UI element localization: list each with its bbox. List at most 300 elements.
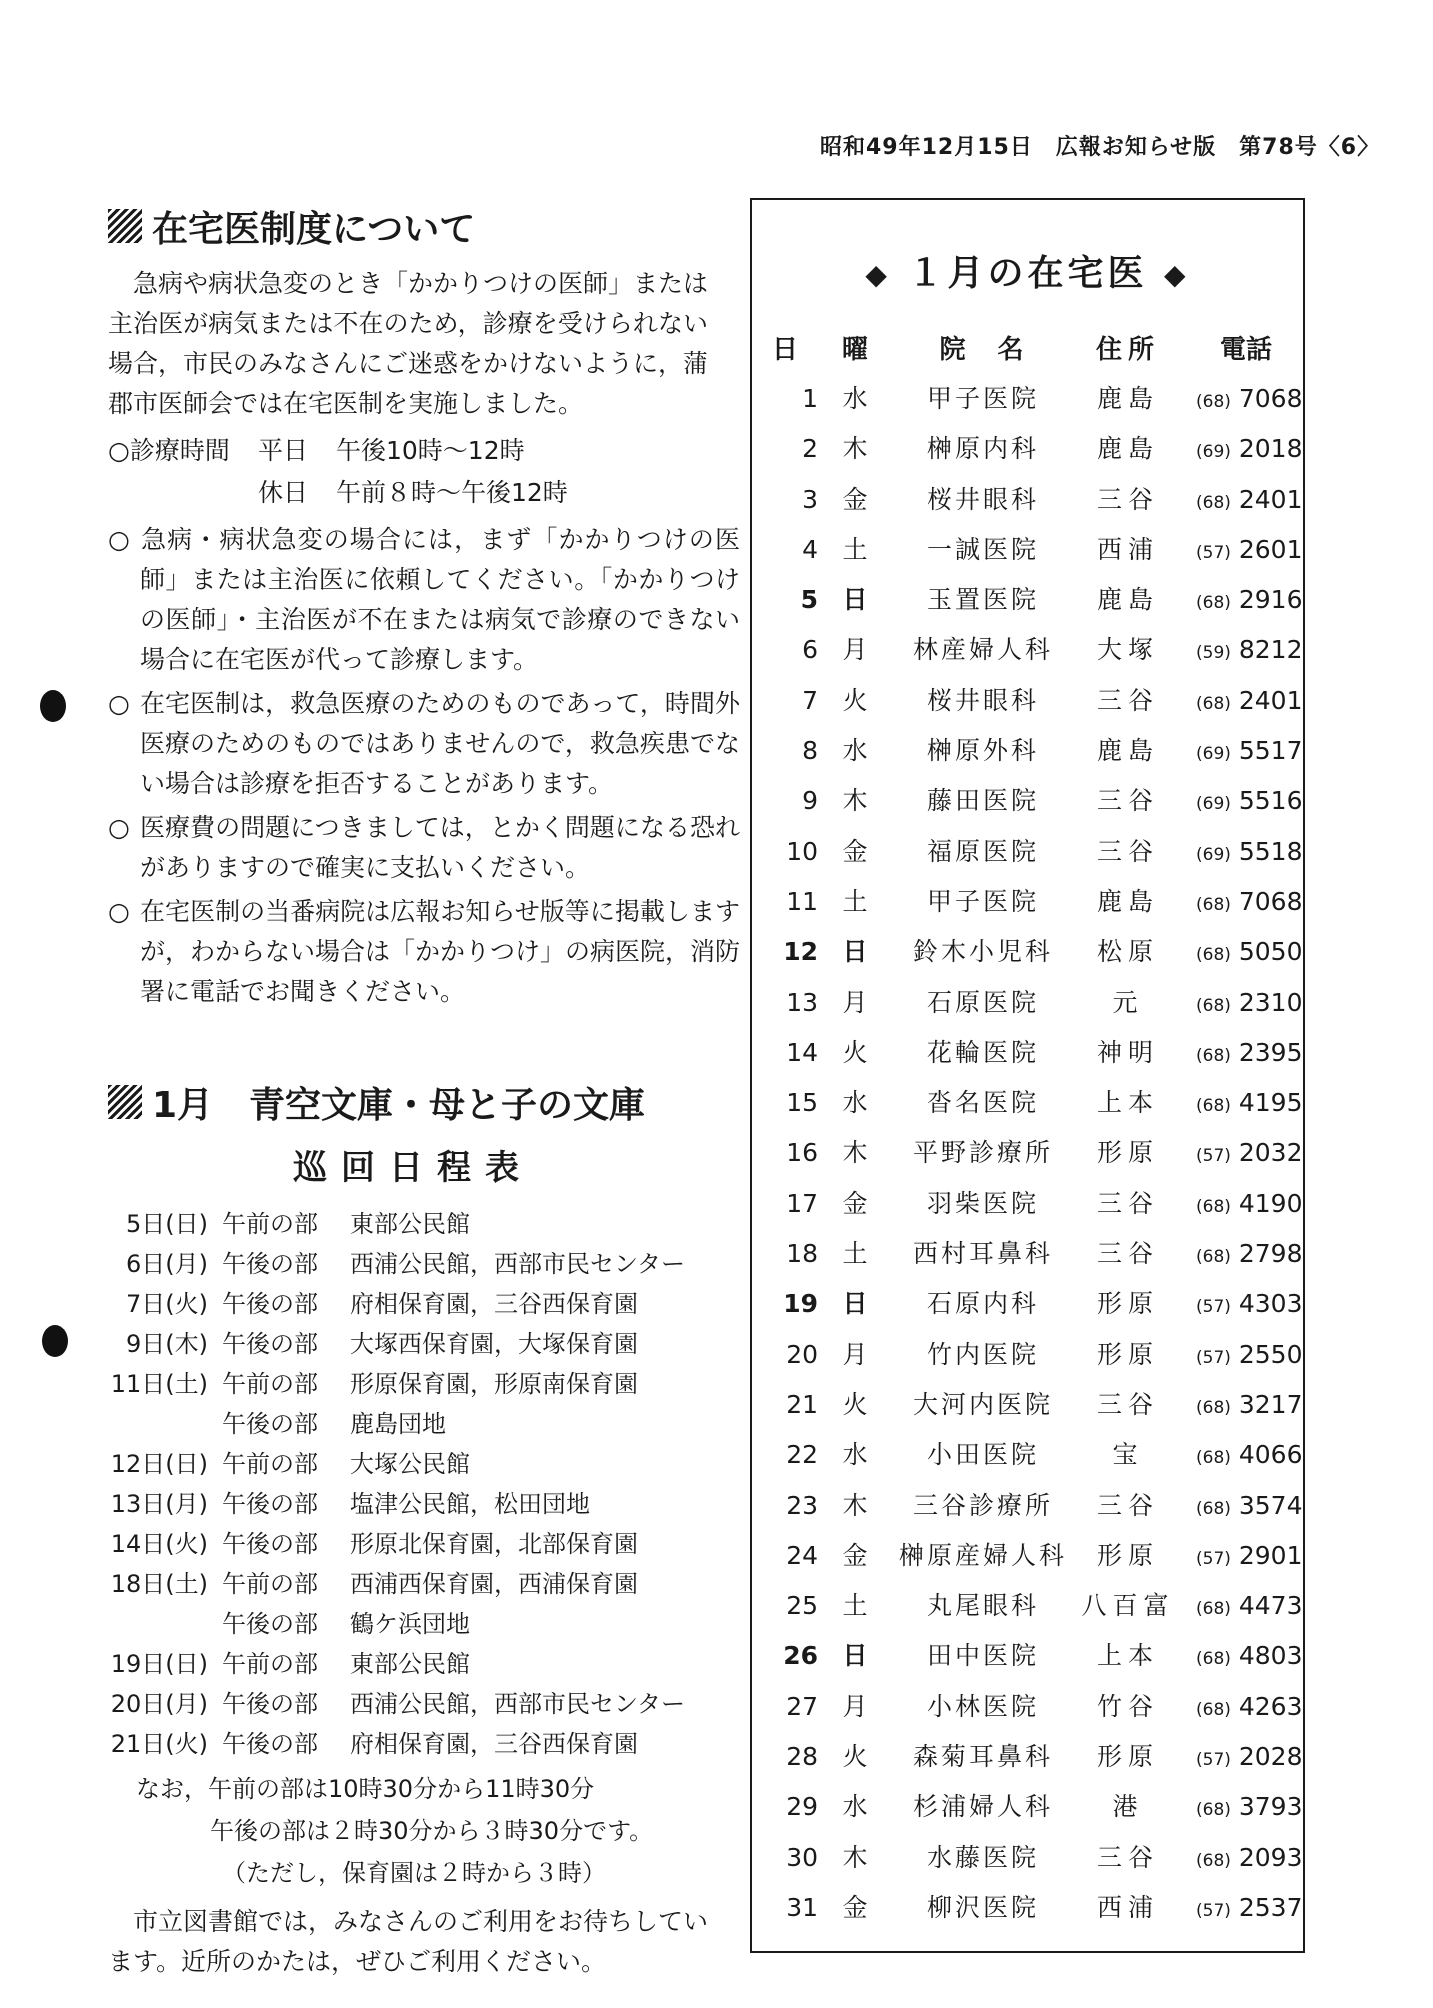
schedule-part: 午後の部: [222, 1530, 318, 1558]
cell-phone: [1188, 475, 1312, 525]
schedule-date: [108, 1604, 222, 1644]
schedule-venue: 鹿島団地: [350, 1410, 446, 1438]
phone-number: 2550: [1238, 1339, 1303, 1369]
schedule-date: 6日(月): [126, 1250, 208, 1278]
cell-clinic: 西村耳鼻科: [912, 1239, 1053, 1269]
cell-day: 22: [786, 1440, 818, 1470]
diamond-icon: ◆: [1164, 258, 1190, 291]
table-row: [752, 1883, 1303, 1933]
cell-weekday: 月: [842, 987, 868, 1017]
schedule-date: 18日(土): [110, 1570, 208, 1598]
schedule-part: 午後の部: [222, 1730, 318, 1758]
table-row: [752, 927, 1303, 977]
schedule-venue: 大塚公民館: [350, 1450, 470, 1478]
schedule-row: [108, 1444, 718, 1484]
table-row: [752, 1128, 1303, 1178]
cell-day: 21: [786, 1389, 818, 1419]
schedule-venue: 大塚西保育園，大塚保育園: [350, 1330, 638, 1358]
cell-phone: [1188, 374, 1312, 424]
cell-day: 17: [786, 1188, 818, 1218]
cell-day: 28: [786, 1742, 818, 1772]
schedule-venue: 東部公民館: [350, 1650, 470, 1678]
schedule-venue: 西浦西保育園，西浦保育園: [350, 1570, 638, 1598]
cell-clinic: 石原医院: [926, 987, 1039, 1017]
phone-number: 5516: [1238, 786, 1303, 816]
cell-weekday: 月: [842, 1339, 868, 1369]
zaitaku-heading: [108, 198, 718, 254]
cell-clinic: 甲子医院: [926, 384, 1039, 413]
cell-clinic: 鈴木小児科: [912, 937, 1053, 967]
cell-day: 19: [783, 1289, 818, 1319]
col-weekday: 曜: [841, 335, 868, 365]
schedule-part: 午後の部: [222, 1410, 318, 1438]
cell-weekday: 土: [842, 1591, 868, 1621]
schedule-date: 12日(日): [110, 1450, 208, 1478]
cell-address: 鹿島: [1096, 736, 1159, 766]
cell-weekday: 火: [842, 1037, 868, 1067]
phone-exchange: (57): [1196, 1347, 1231, 1368]
cell-phone: [1188, 877, 1312, 927]
cell-weekday: 火: [842, 1742, 868, 1772]
cell-day: 11: [786, 886, 818, 916]
phone-exchange: (68): [1196, 492, 1231, 513]
phone-number: 2601: [1238, 534, 1303, 564]
cell-day: 5: [800, 585, 818, 615]
cell-clinic: 田中医院: [926, 1641, 1039, 1671]
phone-number: 3217: [1238, 1389, 1303, 1419]
cell-phone: [1188, 1481, 1312, 1531]
closing-text: 市立図書館では，みなさんのご利用をお待ちしています。近所のかたは，ぜひご利用ください。: [108, 1907, 709, 1976]
cell-phone: [1188, 1430, 1312, 1480]
clinic-hours: [108, 430, 718, 514]
schedule-row: [108, 1204, 718, 1244]
cell-phone: [1188, 927, 1312, 977]
cell-phone: [1188, 1229, 1312, 1279]
cell-weekday: 日: [842, 1289, 868, 1319]
cell-weekday: 土: [842, 886, 868, 916]
table-row: [752, 1481, 1303, 1531]
cell-day: 7: [802, 685, 818, 715]
cell-clinic: 竹内医院: [926, 1339, 1039, 1369]
phone-number: 5518: [1238, 836, 1303, 866]
schedule-venue: 府相保育園，三谷西保育園: [350, 1290, 638, 1318]
schedule-date: 19日(日): [110, 1650, 208, 1678]
schedule-date: 5日(日): [126, 1210, 208, 1238]
hours-label: ○診療時間: [108, 436, 230, 465]
cell-day: 13: [786, 987, 818, 1017]
hours-row: [108, 472, 718, 514]
phone-number: 2916: [1238, 585, 1303, 615]
cell-phone: [1188, 676, 1312, 726]
circle-bullet-icon: ○: [108, 525, 130, 554]
table-row: [752, 424, 1303, 474]
phone-number: 2537: [1238, 1892, 1303, 1922]
cell-weekday: 木: [842, 1842, 868, 1872]
schedule-part: 午後の部: [222, 1330, 318, 1358]
table-row: [752, 827, 1303, 877]
cell-address: 形原: [1096, 1138, 1159, 1168]
cell-weekday: 水: [842, 736, 868, 766]
schedule-part: 午後の部: [222, 1290, 318, 1318]
schedule-part: 午前の部: [222, 1570, 318, 1598]
phone-exchange: (68): [1196, 1045, 1231, 1066]
cell-address: 三谷: [1096, 836, 1159, 866]
cell-day: 16: [786, 1138, 818, 1168]
duty-table: [752, 374, 1303, 1933]
schedule-date: 7日(火): [126, 1290, 208, 1318]
schedule-part: 午前の部: [222, 1370, 318, 1398]
phone-exchange: (57): [1196, 542, 1231, 563]
schedule-date: 20日(月): [110, 1690, 208, 1718]
table-row: [752, 1581, 1303, 1631]
schedule-row: [108, 1284, 718, 1324]
cell-address: 形原: [1096, 1540, 1159, 1570]
schedule-venue: 東部公民館: [350, 1210, 470, 1238]
cell-clinic: 柳沢医院: [926, 1892, 1039, 1922]
phone-number: 3574: [1238, 1490, 1303, 1520]
phone-number: 4190: [1238, 1188, 1303, 1218]
bullet-item: ○ 急病・病状急変の場合には，まず「かかりつけの医師」または主治医に依頼してください。「かかりつけの医師」・主治医が不在または病気で診療のできない場合に在宅医が代って診療します。: [108, 520, 740, 680]
cell-phone: [1188, 1279, 1312, 1329]
cell-address: 形原: [1096, 1289, 1159, 1319]
table-row: [752, 1782, 1303, 1832]
schedule-list: [108, 1204, 718, 1764]
bullet-item: ○ 医療費の問題につきましては，とかく問題になる恐れがありますので確実に支払いください。: [108, 808, 740, 888]
cell-clinic: 藤田医院: [926, 786, 1039, 816]
phone-exchange: (68): [1196, 1649, 1231, 1670]
cell-address: 松原: [1096, 937, 1159, 967]
cell-weekday: 金: [842, 1188, 868, 1218]
phone-exchange: (68): [1196, 995, 1231, 1016]
phone-number: 2028: [1238, 1742, 1303, 1772]
cell-weekday: 土: [842, 534, 868, 564]
phone-number: 4195: [1238, 1088, 1303, 1118]
cell-address: 宝: [1112, 1440, 1144, 1470]
cell-address: 西浦: [1096, 1892, 1159, 1922]
cell-phone: [1188, 1330, 1312, 1380]
cell-address: 鹿島: [1096, 434, 1159, 464]
phone-exchange: (68): [1196, 1247, 1231, 1268]
phone-number: 2401: [1238, 685, 1303, 715]
phone-exchange: (69): [1196, 442, 1231, 463]
cell-weekday: 日: [842, 937, 868, 967]
table-row: [752, 676, 1303, 726]
cell-weekday: 金: [842, 836, 868, 866]
phone-number: 7068: [1238, 886, 1303, 916]
schedule-date: 14日(火): [110, 1530, 208, 1558]
cell-clinic: 森菊耳鼻科: [912, 1742, 1053, 1772]
cell-phone: [1188, 1581, 1312, 1631]
phone-exchange: (57): [1196, 1297, 1231, 1318]
duty-title: ◆ １月の在宅医 ◆: [865, 253, 1190, 294]
schedule-venue: 塩津公民館，松田団地: [350, 1490, 590, 1518]
phone-number: 4066: [1238, 1440, 1303, 1470]
phone-number: 2798: [1238, 1239, 1303, 1269]
table-row: [752, 1732, 1303, 1782]
schedule-row: [108, 1524, 718, 1564]
cell-day: 2: [802, 434, 818, 464]
cell-day: 6: [802, 635, 818, 665]
cell-phone: [1188, 1028, 1312, 1078]
cell-day: 12: [783, 937, 818, 967]
note-line: なお，午前の部は10時30分から11時30分: [136, 1775, 595, 1803]
schedule-row: [108, 1684, 718, 1724]
table-row: [752, 374, 1303, 424]
cell-weekday: 水: [842, 1088, 868, 1118]
cell-day: 27: [786, 1691, 818, 1721]
cell-phone: [1188, 1078, 1312, 1128]
schedule-row: [108, 1564, 718, 1604]
cell-address: 三谷: [1096, 786, 1159, 816]
cell-address: 鹿島: [1096, 886, 1159, 916]
phone-number: 2395: [1238, 1037, 1303, 1067]
schedule-part: 午後の部: [222, 1490, 318, 1518]
bunko-title: 1月 青空文庫・母と子の文庫: [152, 1084, 646, 1126]
schedule-part: 午前の部: [222, 1210, 318, 1238]
phone-exchange: (68): [1196, 593, 1231, 614]
cell-address: 大塚: [1096, 635, 1159, 665]
cell-address: 三谷: [1096, 1842, 1159, 1872]
table-row: [752, 1380, 1303, 1430]
cell-day: 26: [783, 1641, 818, 1671]
table-row: [752, 575, 1303, 625]
table-row: [752, 1229, 1303, 1279]
cell-weekday: 月: [842, 1691, 868, 1721]
phone-number: 3793: [1238, 1792, 1303, 1822]
hours-label: [108, 472, 258, 514]
phone-exchange: (68): [1196, 1096, 1231, 1117]
cell-day: 1: [802, 384, 818, 413]
table-header: [752, 328, 1303, 372]
cell-clinic: 桜井眼科: [926, 685, 1039, 715]
hours-day: 休日: [258, 478, 309, 507]
col-phone: 電話: [1219, 335, 1272, 365]
hatched-square-icon: [108, 209, 142, 243]
phone-exchange: (68): [1196, 1800, 1231, 1821]
phone-number: 8212: [1238, 635, 1303, 665]
schedule-date: 13日(月): [110, 1490, 208, 1518]
phone-number: 2032: [1238, 1138, 1303, 1168]
cell-day: 9: [802, 786, 818, 816]
cell-phone: [1188, 1380, 1312, 1430]
phone-number: 5517: [1238, 736, 1303, 766]
col-day: 日: [771, 335, 798, 365]
schedule-part: 午前の部: [222, 1650, 318, 1678]
cell-clinic: 桜井眼科: [926, 484, 1039, 514]
cell-phone: [1188, 1531, 1312, 1581]
cell-address: 三谷: [1096, 1239, 1159, 1269]
cell-address: 西浦: [1096, 534, 1159, 564]
hours-day: 平日: [258, 436, 309, 465]
schedule-venue: 形原北保育園，北部保育園: [350, 1530, 638, 1558]
table-row: [752, 877, 1303, 927]
hours-time: 午後10時～12時: [336, 436, 525, 465]
cell-address: 上本: [1096, 1641, 1159, 1671]
cell-phone: [1188, 625, 1312, 675]
page-header: 昭和49年12月15日 広報お知らせ版 第78号〈6〉: [820, 135, 1381, 160]
phone-number: 2310: [1238, 987, 1303, 1017]
phone-exchange: (68): [1196, 392, 1231, 412]
cell-phone: [1188, 776, 1312, 826]
circle-bullet-icon: ○: [108, 897, 130, 926]
cell-address: 三谷: [1096, 1490, 1159, 1520]
schedule-venue: 形原保育園，形原南保育園: [350, 1370, 638, 1398]
cell-phone: [1188, 1179, 1312, 1229]
cell-clinic: 羽柴医院: [926, 1188, 1039, 1218]
ink-blot: [40, 690, 66, 722]
phone-exchange: (68): [1196, 1850, 1231, 1871]
cell-clinic: 石原内科: [926, 1289, 1039, 1319]
cell-address: 元: [1112, 987, 1144, 1017]
cell-phone: [1188, 827, 1312, 877]
cell-clinic: 榊原内科: [926, 434, 1039, 464]
cell-clinic: 水藤医院: [926, 1842, 1039, 1872]
cell-weekday: 金: [842, 484, 868, 514]
cell-clinic: 平野診療所: [912, 1138, 1053, 1168]
phone-exchange: (57): [1196, 1750, 1231, 1771]
cell-phone: [1188, 1682, 1312, 1732]
phone-exchange: (69): [1196, 744, 1231, 765]
phone-number: 4263: [1238, 1691, 1303, 1721]
table-row: [752, 1631, 1303, 1681]
phone-exchange: (57): [1196, 1548, 1231, 1569]
phone-exchange: (68): [1196, 1448, 1231, 1469]
cell-address: 竹谷: [1096, 1691, 1159, 1721]
phone-exchange: (69): [1196, 844, 1231, 865]
cell-address: 神明: [1096, 1037, 1159, 1067]
cell-phone: [1188, 1128, 1312, 1178]
cell-day: 10: [786, 836, 818, 866]
cell-weekday: 土: [842, 1239, 868, 1269]
table-row: [752, 1430, 1303, 1480]
zaitaku-intro: 急病や病状急変のとき「かかりつけの医師」または主治医が病気または不在のため，診療を受けられない場合，市民のみなさんにご迷惑をかけないように，蒲郡市医師会では在宅医制を実施しました。: [108, 269, 709, 418]
table-row: [752, 625, 1303, 675]
schedule-venue: 西浦公民館，西部市民センター: [350, 1690, 686, 1718]
phone-number: 5050: [1238, 937, 1303, 967]
table-row: [752, 1179, 1303, 1229]
cell-address: 港: [1112, 1792, 1144, 1822]
phone-exchange: (68): [1196, 1196, 1231, 1217]
phone-exchange: (68): [1196, 1397, 1231, 1418]
cell-phone: [1188, 726, 1312, 776]
cell-weekday: 金: [842, 1540, 868, 1570]
cell-phone: [1188, 1732, 1312, 1782]
phone-number: 7068: [1238, 384, 1303, 413]
zaitaku-bullets: [108, 520, 741, 1012]
cell-weekday: 水: [842, 1440, 868, 1470]
table-row: [752, 1833, 1303, 1883]
phone-exchange: (68): [1196, 693, 1231, 714]
cell-day: 29: [786, 1792, 818, 1822]
phone-exchange: (57): [1196, 1900, 1231, 1921]
cell-day: 30: [786, 1842, 818, 1872]
schedule-note: [108, 1768, 718, 1894]
table-row: [752, 776, 1303, 826]
cell-day: 23: [786, 1490, 818, 1520]
cell-day: 24: [786, 1540, 818, 1570]
cell-clinic: 福原医院: [926, 836, 1039, 866]
cell-day: 20: [786, 1339, 818, 1369]
cell-weekday: 木: [842, 786, 868, 816]
note-line: 午後の部は２時30分から３時30分です。: [210, 1817, 654, 1845]
phone-exchange: (68): [1196, 945, 1231, 966]
cell-clinic: 林産婦人科: [912, 635, 1053, 665]
phone-exchange: (69): [1196, 794, 1231, 815]
note-line: （ただし，保育園は２時から３時）: [222, 1859, 606, 1887]
cell-phone: [1188, 424, 1312, 474]
table-row: [752, 1531, 1303, 1581]
table-row: [752, 726, 1303, 776]
schedule-row: [108, 1244, 718, 1284]
cell-weekday: 火: [842, 685, 868, 715]
phone-exchange: (68): [1196, 894, 1231, 915]
phone-number: 2018: [1238, 434, 1303, 464]
circle-bullet-icon: ○: [108, 689, 130, 718]
cell-day: 3: [802, 484, 818, 514]
table-row: [752, 1279, 1303, 1329]
schedule-part: 午後の部: [222, 1250, 318, 1278]
cell-clinic: 丸尾眼科: [926, 1591, 1039, 1621]
schedule-row: [108, 1484, 718, 1524]
col-address: 住所: [1095, 335, 1160, 365]
cell-clinic: 一誠医院: [926, 534, 1039, 564]
cell-day: 31: [786, 1892, 818, 1922]
table-row: [752, 978, 1303, 1028]
schedule-row: [108, 1324, 718, 1364]
schedule-part: 午後の部: [222, 1690, 318, 1718]
cell-day: 25: [786, 1591, 818, 1621]
phone-number: 4473: [1238, 1591, 1303, 1621]
cell-weekday: 金: [842, 1892, 868, 1922]
cell-day: 14: [786, 1037, 818, 1067]
schedule-row: [108, 1404, 718, 1444]
schedule-date: 21日(火): [110, 1730, 208, 1758]
bullet-item: ○ 在宅医制の当番病院は広報お知らせ版等に掲載しますが，わからない場合は「かかりつけ」の病医院，消防署に電話でお聞きください。: [108, 892, 740, 1012]
cell-phone: [1188, 1883, 1312, 1933]
cell-phone: [1188, 1631, 1312, 1681]
cell-weekday: 月: [842, 635, 868, 665]
cell-clinic: 甲子医院: [926, 886, 1039, 916]
cell-weekday: 木: [842, 1490, 868, 1520]
cell-address: 八百富: [1081, 1591, 1175, 1621]
table-row: [752, 1682, 1303, 1732]
cell-clinic: 玉置医院: [926, 585, 1039, 615]
cell-phone: [1188, 575, 1312, 625]
phone-exchange: (59): [1196, 643, 1231, 664]
phone-number: 2901: [1238, 1540, 1303, 1570]
cell-clinic: 杉浦婦人科: [912, 1792, 1053, 1822]
cell-phone: [1188, 525, 1312, 575]
schedule-row: [108, 1644, 718, 1684]
cell-weekday: 日: [842, 585, 868, 615]
cell-address: 鹿島: [1096, 585, 1159, 615]
table-row: [752, 1078, 1303, 1128]
phone-exchange: (57): [1196, 1146, 1231, 1167]
phone-number: 2093: [1238, 1842, 1303, 1872]
cell-phone: [1188, 978, 1312, 1028]
cell-phone: [1188, 1833, 1312, 1883]
schedule-date: 11日(土): [110, 1370, 208, 1398]
circle-bullet-icon: ○: [108, 813, 130, 842]
schedule-row: [108, 1724, 718, 1764]
schedule-venue: 鶴ケ浜団地: [350, 1610, 470, 1638]
schedule-row: [108, 1604, 718, 1644]
cell-address: 上本: [1096, 1088, 1159, 1118]
cell-clinic: 三谷診療所: [912, 1490, 1053, 1520]
cell-phone: [1188, 1782, 1312, 1832]
schedule-venue: 府相保育園，三谷西保育園: [350, 1730, 638, 1758]
bullet-item: ○ 在宅医制は，救急医療のためのものであって，時間外医療のためのものではありませんので，救急疾患でない場合は診療を拒否することがあります。: [108, 684, 740, 804]
